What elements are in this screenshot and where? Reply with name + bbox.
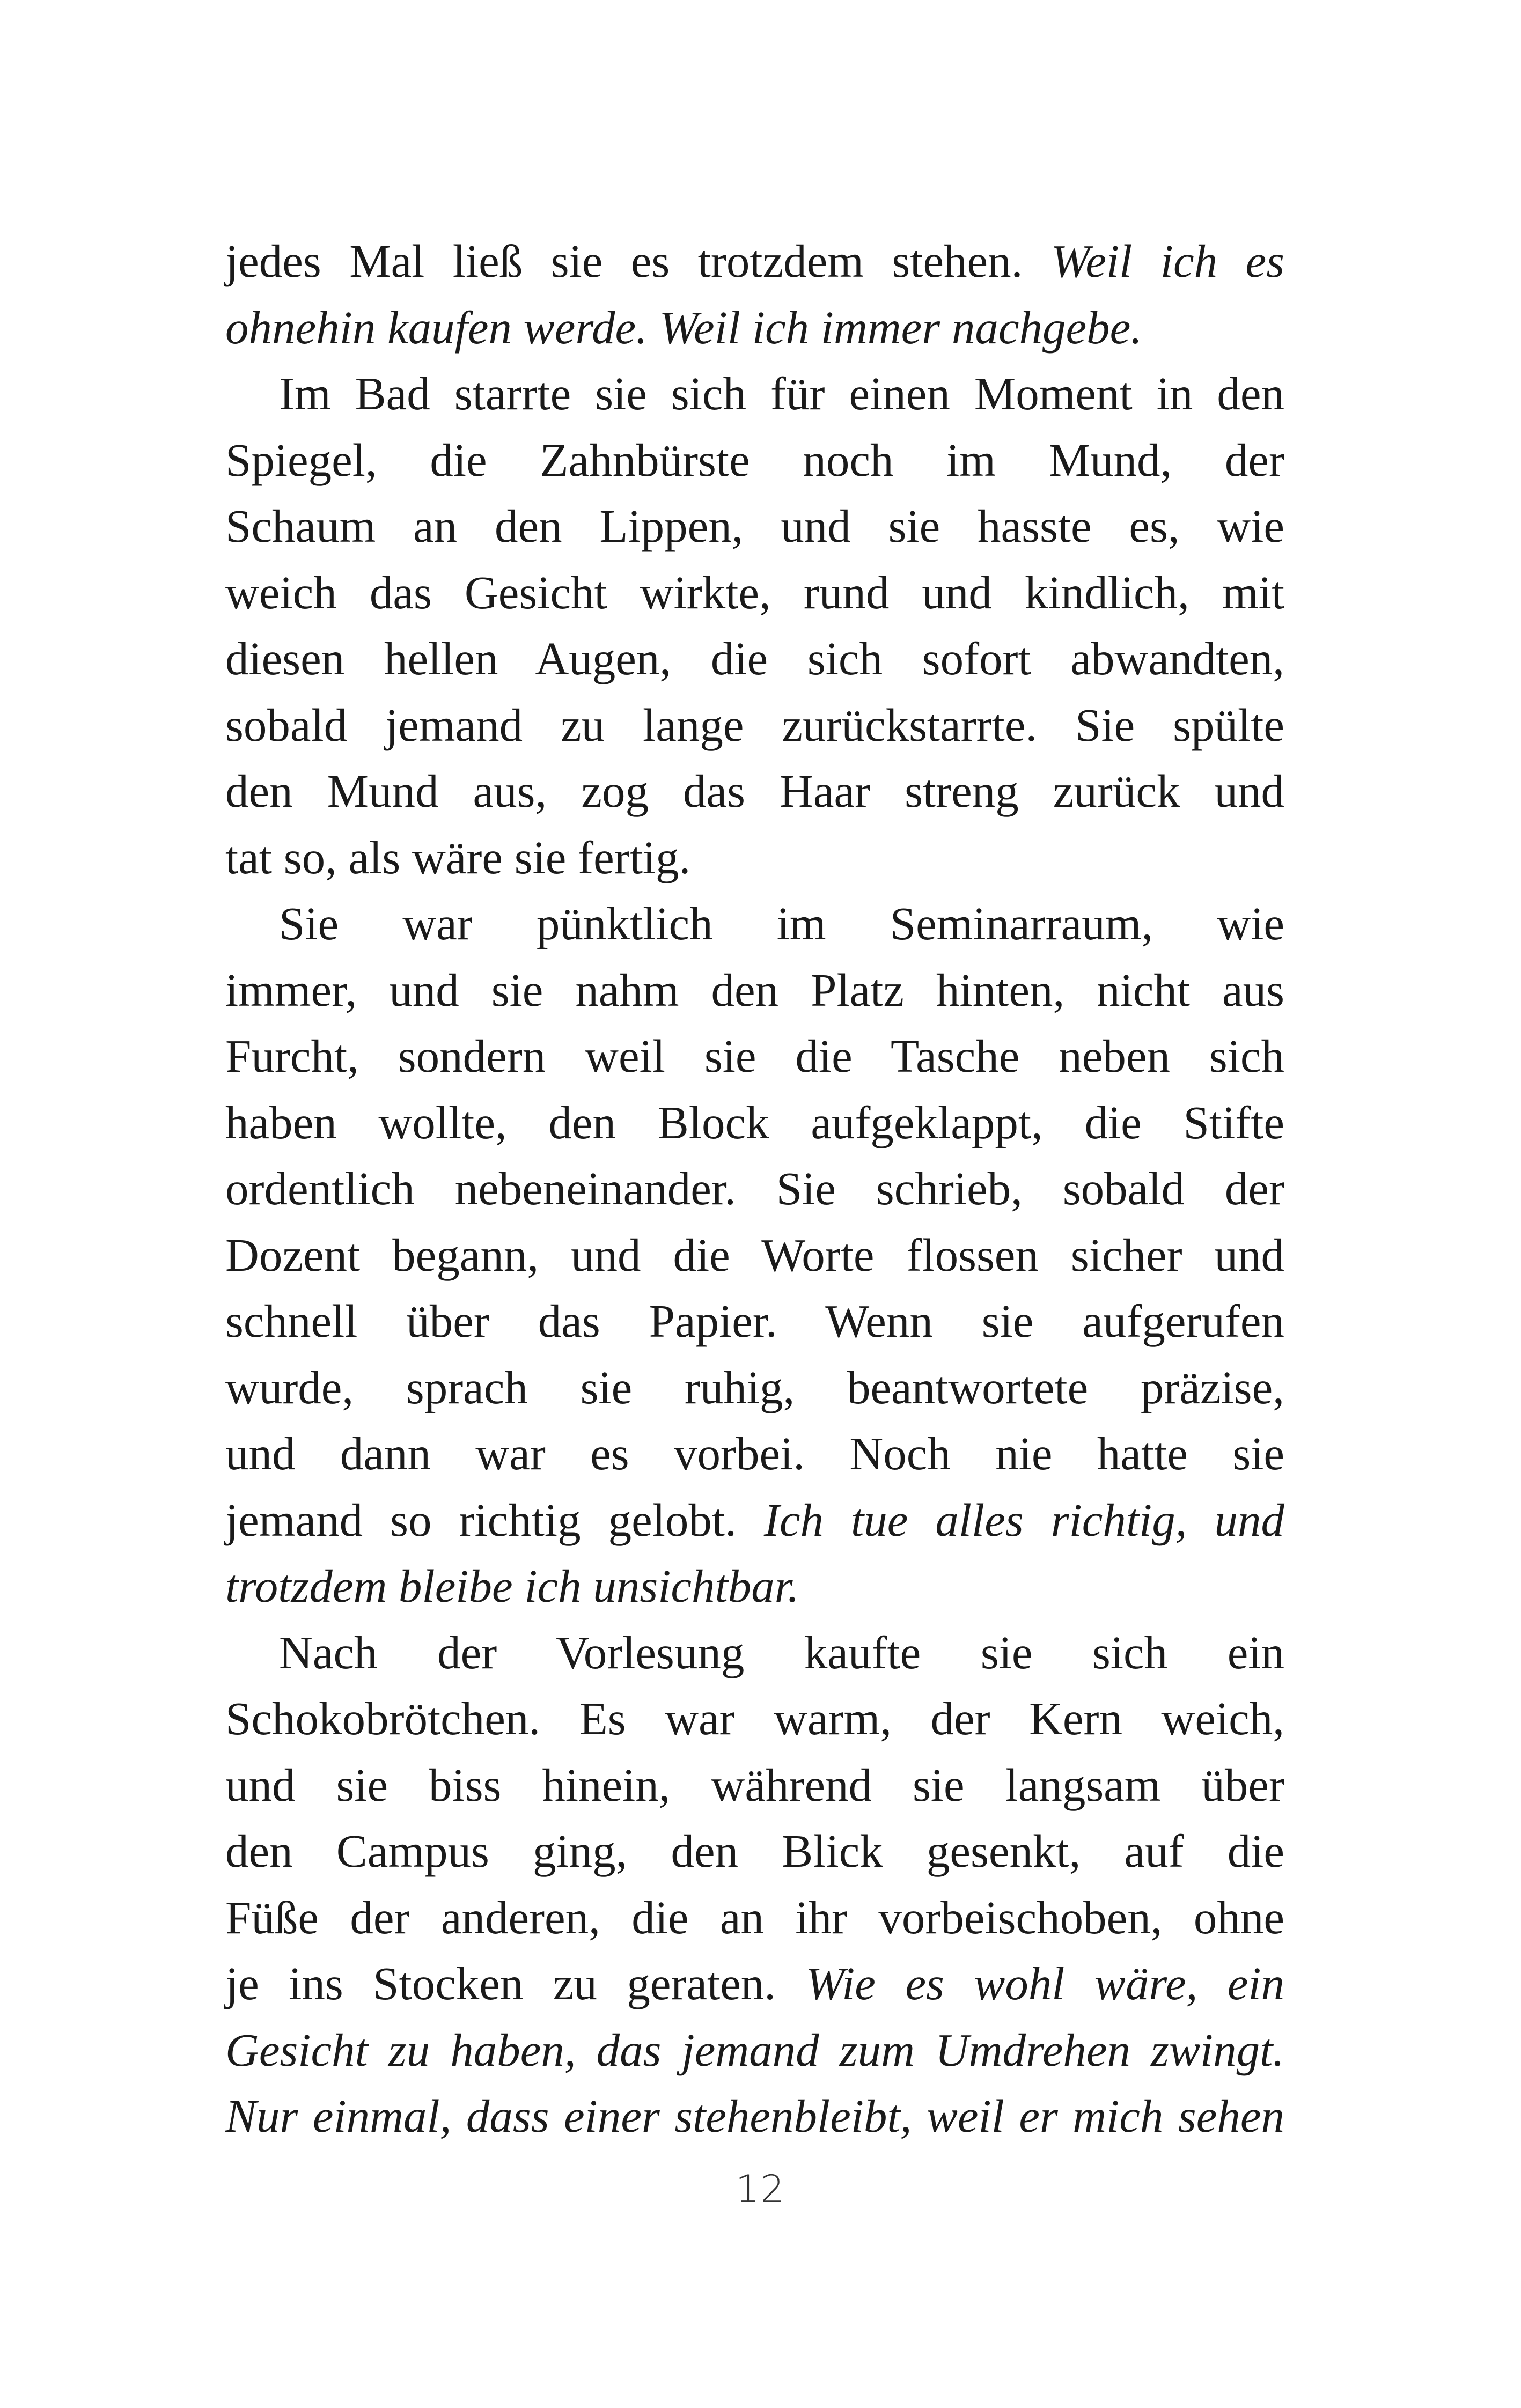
text-run: den Campus ging, den Blick gesenkt, auf die xyxy=(225,1825,1284,1877)
text-line xyxy=(225,228,1284,294)
text-line xyxy=(225,294,1284,361)
paragraph xyxy=(225,890,1284,1619)
italic-text: Ich tue alles richtig, und xyxy=(763,1493,1284,1546)
text-run: und dann war es vorbei. Noch nie hatte sie xyxy=(225,1427,1284,1479)
text-line xyxy=(225,692,1284,759)
text-run: je ins Stocken zu geraten. xyxy=(225,1957,806,2009)
text-line xyxy=(225,559,1284,626)
text-run: jedes Mal ließ sie es trotzdem stehen. xyxy=(225,235,1051,287)
text-run: Dozent begann, und die Worte flossen sicher und xyxy=(225,1228,1284,1281)
text-run: jemand so richtig gelobt. xyxy=(225,1493,764,1546)
text-run: immer, und sie nahm den Platz hinten, nicht aus xyxy=(225,963,1284,1016)
text-line xyxy=(225,493,1284,559)
text-line xyxy=(225,1685,1284,1752)
paragraph xyxy=(225,360,1284,890)
italic-text: trotzdem bleibe ich unsichtbar. xyxy=(225,1560,799,1612)
text-run: Schaum an den Lippen, und sie hasste es, wie xyxy=(225,500,1284,552)
text-run: Schokobrötchen. Es war warm, der Kern weich, xyxy=(225,1692,1284,1744)
text-line xyxy=(225,957,1284,1023)
page-number: 12 xyxy=(735,2167,786,2211)
text-line xyxy=(225,1619,1284,1686)
text-line xyxy=(225,1288,1284,1354)
text-run: Im Bad starrte sie sich für einen Moment in den xyxy=(279,367,1284,419)
text-line xyxy=(225,1487,1284,1553)
text-line xyxy=(225,1420,1284,1487)
text-line xyxy=(225,1354,1284,1421)
text-run: Füße der anderen, die an ihr vorbeischoben, ohne xyxy=(225,1891,1284,1943)
text-run: haben wollte, den Block aufgeklappt, die Stifte xyxy=(225,1096,1284,1148)
italic-text: Nur einmal, dass einer stehenbleibt, weil er mich sehen xyxy=(225,2090,1284,2142)
text-line xyxy=(225,2017,1284,2083)
text-run: wurde, sprach sie ruhig, beantwortete präzise, xyxy=(225,1361,1284,1413)
italic-text: Wie es wohl wäre, ein xyxy=(805,1957,1285,2009)
text-line xyxy=(225,1553,1284,1619)
text-line xyxy=(225,890,1284,957)
text-run: Spiegel, die Zahnbürste noch im Mund, der xyxy=(225,433,1284,486)
italic-text: Gesicht zu haben, das jemand zum Umdrehen zwingt. xyxy=(225,2023,1284,2076)
text-line xyxy=(225,1089,1284,1156)
text-line xyxy=(225,2083,1284,2149)
text-line xyxy=(225,360,1284,427)
text-line xyxy=(225,1023,1284,1089)
text-run: ordentlich nebeneinander. Sie schrieb, sobald der xyxy=(225,1162,1284,1214)
paragraph xyxy=(225,228,1284,360)
text-line xyxy=(225,1884,1284,1951)
text-run: schnell über das Papier. Wenn sie aufgerufen xyxy=(225,1295,1284,1347)
text-run: den Mund aus, zog das Haar streng zurück und xyxy=(225,765,1284,817)
text-line xyxy=(225,1222,1284,1288)
italic-text: ohnehin kaufen werde. Weil ich immer nachgebe. xyxy=(225,301,1142,354)
text-line xyxy=(225,1752,1284,1818)
body-text xyxy=(225,228,1284,2149)
text-run: Furcht, sondern weil sie die Tasche neben sich xyxy=(225,1030,1284,1082)
text-run: und sie biss hinein, während sie langsam über xyxy=(225,1758,1284,1811)
text-run: Nach der Vorlesung kaufte sie sich ein xyxy=(279,1626,1284,1678)
text-run: weich das Gesicht wirkte, rund und kindlich, mit xyxy=(225,566,1284,618)
text-line xyxy=(225,824,1284,891)
text-line xyxy=(225,625,1284,692)
text-line xyxy=(225,758,1284,824)
text-run: sobald jemand zu lange zurückstarrte. Sie spülte xyxy=(225,698,1284,751)
text-run: tat so, als wäre sie fertig. xyxy=(225,831,691,883)
italic-text: Weil ich es xyxy=(1050,235,1285,287)
text-run: diesen hellen Augen, die sich sofort abwandten, xyxy=(225,632,1284,684)
text-run: Sie war pünktlich im Seminarraum, wie xyxy=(279,897,1284,949)
text-line xyxy=(225,1818,1284,1884)
paragraph xyxy=(225,1619,1284,2149)
text-line xyxy=(225,427,1284,494)
text-line xyxy=(225,1155,1284,1222)
text-line xyxy=(225,1950,1284,2017)
